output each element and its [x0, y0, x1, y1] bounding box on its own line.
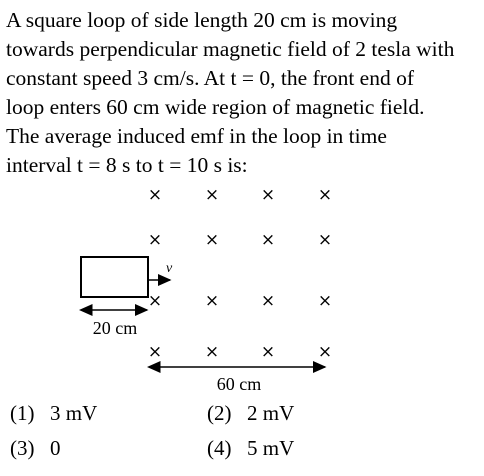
question-line-1: A square loop of side length 20 cm is moving	[6, 8, 398, 32]
field-cross-3-0: ×	[147, 342, 163, 362]
field-cross-0-3: ×	[317, 185, 333, 205]
option-3-number: (3)	[10, 436, 35, 460]
field-cross-1-2: ×	[260, 230, 276, 250]
option-1[interactable]	[10, 401, 97, 426]
option-4-text: 5 mV	[247, 436, 295, 460]
velocity-label: v	[166, 261, 173, 276]
field-cross-1-1: ×	[204, 230, 220, 250]
option-1-number: (1)	[10, 401, 35, 425]
question-line-6: interval t = 8 s to t = 10 s is:	[6, 153, 248, 177]
loop-width-label: 20 cm	[92, 318, 138, 338]
field-cross-0-0: ×	[147, 185, 163, 205]
question-line-2: towards perpendicular magnetic field of 2 tesla with	[6, 37, 455, 61]
field-cross-3-1: ×	[204, 342, 220, 362]
option-4-number: (4)	[207, 436, 232, 460]
option-1-text: 3 mV	[50, 401, 98, 425]
question-line-5: The average induced emf in the loop in time	[6, 124, 387, 148]
field-cross-2-2: ×	[260, 291, 276, 311]
option-3-text: 0	[50, 436, 61, 460]
field-cross-2-0: ×	[147, 291, 163, 311]
field-cross-1-0: ×	[147, 230, 163, 250]
option-4[interactable]	[207, 436, 294, 461]
option-3[interactable]	[10, 436, 61, 461]
question-line-4: loop enters 60 cm wide region of magnetic field.	[6, 95, 425, 119]
field-cross-2-3: ×	[317, 291, 333, 311]
region-width-label: 60 cm	[216, 374, 262, 394]
field-cross-0-2: ×	[260, 185, 276, 205]
field-cross-2-1: ×	[204, 291, 220, 311]
field-cross-1-3: ×	[317, 230, 333, 250]
option-2-text: 2 mV	[247, 401, 295, 425]
field-cross-0-1: ×	[204, 185, 220, 205]
option-2-number: (2)	[207, 401, 232, 425]
option-2[interactable]	[207, 401, 294, 426]
field-cross-3-2: ×	[260, 342, 276, 362]
field-cross-3-3: ×	[317, 342, 333, 362]
question-line-3: constant speed 3 cm/s. At t = 0, the front end of	[6, 66, 415, 90]
